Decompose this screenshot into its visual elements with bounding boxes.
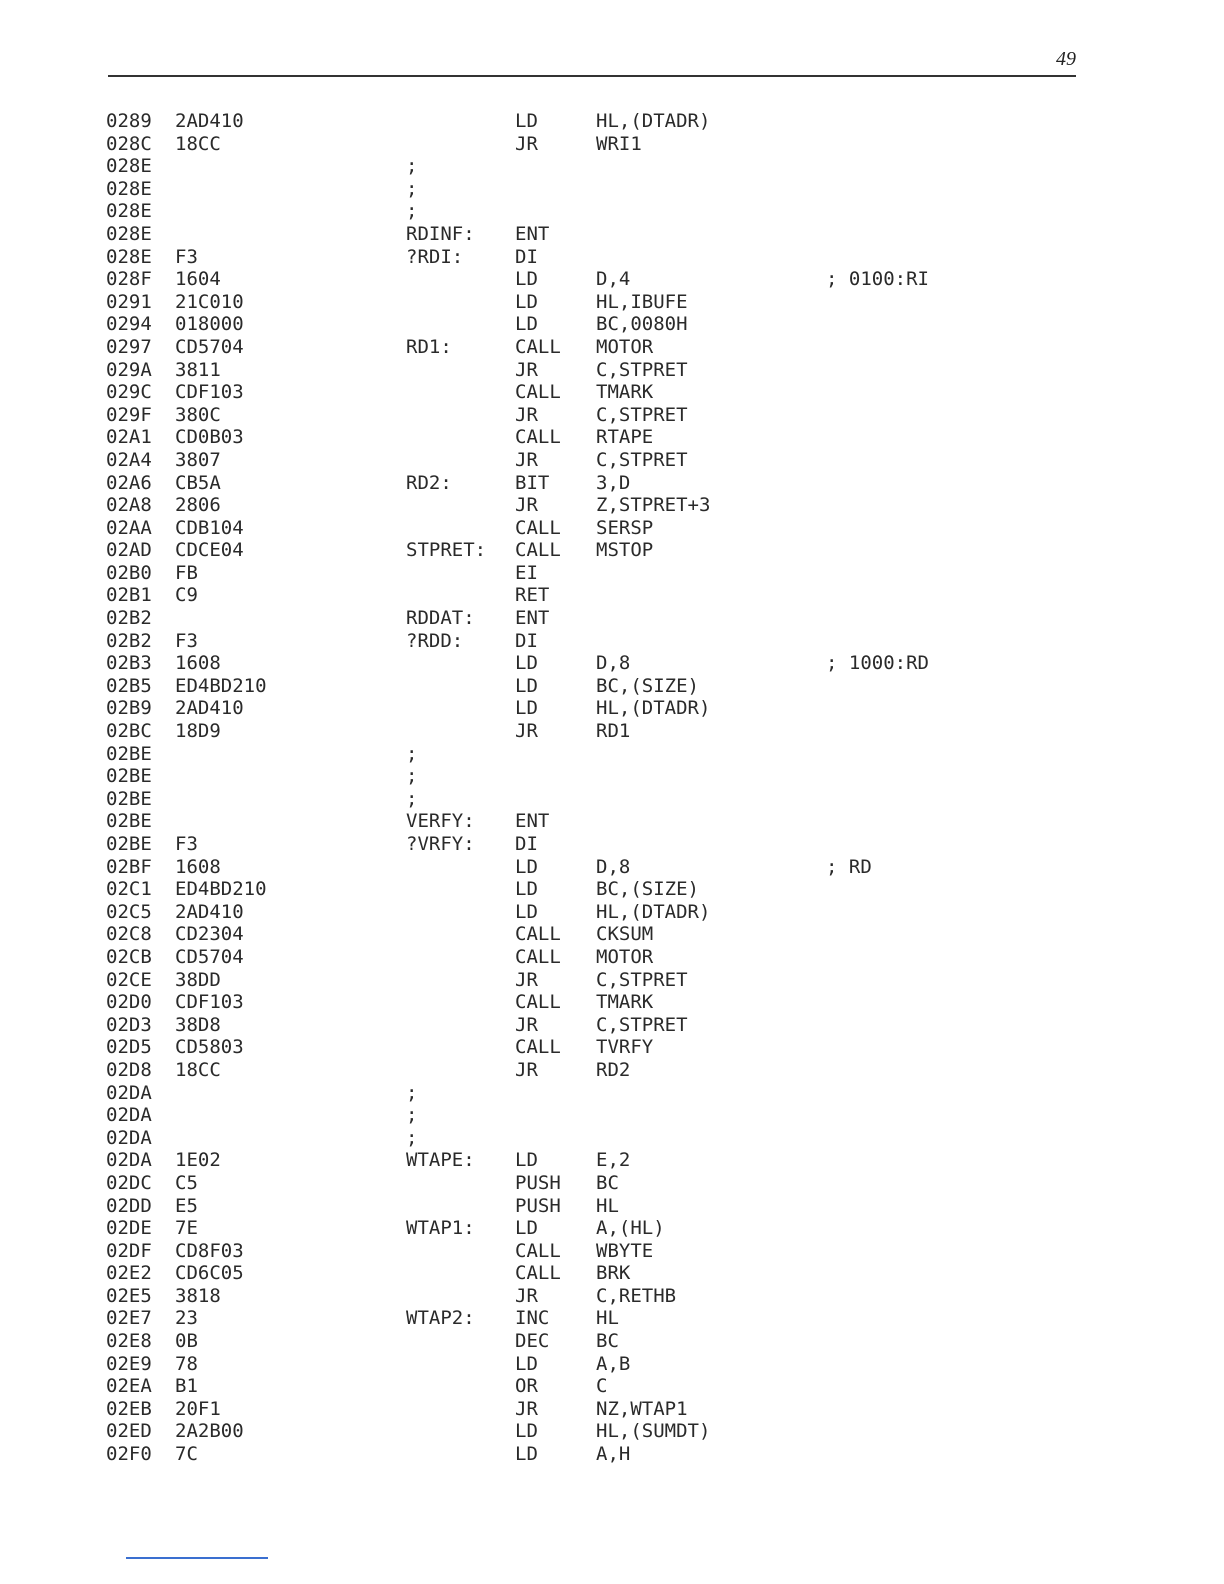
listing-line — [106, 584, 1006, 607]
listing-line — [106, 969, 1006, 992]
machine-code-cell: 23 — [175, 1307, 198, 1330]
address-cell: 02B2 — [106, 629, 152, 652]
label-cell: VERFY: — [406, 810, 475, 833]
address-cell: 028E — [106, 200, 152, 223]
listing-line — [106, 291, 1006, 314]
address-cell: 02BE — [106, 810, 152, 833]
mnemonic-cell: CALL — [515, 1036, 561, 1059]
address-cell: 02DA — [106, 1126, 152, 1149]
mnemonic-cell: PUSH — [515, 1171, 561, 1194]
listing-line — [106, 1420, 1006, 1443]
machine-code-cell: 7E — [175, 1217, 198, 1240]
address-cell: 02ED — [106, 1420, 152, 1443]
label-cell: ; — [406, 177, 418, 200]
listing-line — [106, 359, 1006, 382]
listing-line — [106, 743, 1006, 766]
operand-cell: TVRFY — [596, 1036, 654, 1059]
machine-code-cell: 38D8 — [175, 1013, 221, 1036]
listing-line — [106, 336, 1006, 359]
machine-code-cell: 3818 — [175, 1284, 221, 1307]
mnemonic-cell: LD — [515, 110, 538, 132]
address-cell: 02C5 — [106, 900, 152, 923]
mnemonic-cell: LD — [515, 1443, 538, 1466]
machine-code-cell: ED4BD210 — [175, 674, 267, 697]
operand-cell: WRI1 — [596, 132, 642, 155]
assembly-listing — [106, 110, 1006, 1466]
mnemonic-cell: JR — [515, 720, 538, 743]
operand-cell: A,(HL) — [596, 1217, 665, 1240]
mnemonic-cell: CALL — [515, 945, 561, 968]
operand-cell: D,8 — [596, 652, 631, 675]
machine-code-cell: F3 — [175, 629, 198, 652]
operand-cell: RD2 — [596, 1058, 631, 1081]
listing-line — [106, 494, 1006, 517]
listing-line — [106, 901, 1006, 924]
mnemonic-cell: LD — [515, 1352, 538, 1375]
listing-line — [106, 1127, 1006, 1150]
address-cell: 02E7 — [106, 1307, 152, 1330]
operand-cell: TMARK — [596, 991, 654, 1014]
listing-line — [106, 381, 1006, 404]
listing-line — [106, 1104, 1006, 1127]
address-cell: 02CB — [106, 945, 152, 968]
listing-line — [106, 1036, 1006, 1059]
listing-line — [106, 765, 1006, 788]
address-cell: 02BF — [106, 855, 152, 878]
address-cell: 02E8 — [106, 1330, 152, 1353]
operand-cell: BC,(SIZE) — [596, 878, 699, 901]
label-cell: ; — [406, 765, 418, 788]
mnemonic-cell: CALL — [515, 516, 561, 539]
mnemonic-cell: CALL — [515, 381, 561, 404]
operand-cell: HL,(SUMDT) — [596, 1420, 711, 1443]
mnemonic-cell: LD — [515, 313, 538, 336]
listing-line — [106, 1082, 1006, 1105]
mnemonic-cell: LD — [515, 652, 538, 675]
machine-code-cell: C9 — [175, 584, 198, 607]
listing-line — [106, 1375, 1006, 1398]
listing-line — [106, 1014, 1006, 1037]
machine-code-cell: CDB104 — [175, 516, 244, 539]
mnemonic-cell: CALL — [515, 923, 561, 946]
address-cell: 02A6 — [106, 471, 152, 494]
operand-cell: D,8 — [596, 855, 631, 878]
label-cell: WTAPE: — [406, 1149, 475, 1172]
listing-line — [106, 720, 1006, 743]
machine-code-cell: CD5704 — [175, 335, 244, 358]
mnemonic-cell: LD — [515, 290, 538, 313]
listing-line — [106, 923, 1006, 946]
address-cell: 02F0 — [106, 1443, 152, 1466]
address-cell: 028F — [106, 268, 152, 291]
address-cell: 02BE — [106, 742, 152, 765]
label-cell: ; — [406, 1126, 418, 1149]
address-cell: 02B3 — [106, 652, 152, 675]
address-cell: 0294 — [106, 313, 152, 336]
address-cell: 02D8 — [106, 1058, 152, 1081]
listing-line — [106, 155, 1006, 178]
address-cell: 02C8 — [106, 923, 152, 946]
operand-cell: C,STPRET — [596, 358, 688, 381]
listing-line — [106, 607, 1006, 630]
mnemonic-cell: DI — [515, 833, 538, 855]
address-cell: 02CE — [106, 968, 152, 991]
machine-code-cell: CDCE04 — [175, 539, 244, 562]
address-cell: 02DA — [106, 1104, 152, 1127]
label-cell: RDDAT: — [406, 607, 475, 630]
machine-code-cell: 18CC — [175, 1058, 221, 1081]
listing-line — [106, 1443, 1006, 1466]
mnemonic-cell: PUSH — [515, 1194, 561, 1217]
machine-code-cell: 20F1 — [175, 1397, 221, 1420]
machine-code-cell: CD5704 — [175, 945, 244, 968]
listing-line — [106, 856, 1006, 879]
listing-line — [106, 1149, 1006, 1172]
operand-cell: NZ,WTAP1 — [596, 1397, 688, 1420]
mnemonic-cell: CALL — [515, 426, 561, 449]
operand-cell: HL,IBUFE — [596, 290, 688, 313]
machine-code-cell: ED4BD210 — [175, 878, 267, 901]
machine-code-cell: 2806 — [175, 494, 221, 517]
label-cell: ?RDI: — [406, 245, 464, 268]
operand-cell: C,STPRET — [596, 403, 688, 426]
mnemonic-cell: RET — [515, 584, 550, 607]
listing-line — [106, 223, 1006, 246]
address-cell: 0291 — [106, 290, 152, 313]
mnemonic-cell: JR — [515, 1058, 538, 1081]
listing-line — [106, 1217, 1006, 1240]
machine-code-cell: 3811 — [175, 358, 221, 381]
mnemonic-cell: LD — [515, 855, 538, 878]
machine-code-cell: 2AD410 — [175, 110, 244, 132]
operand-cell: BC,0080H — [596, 313, 688, 336]
address-cell: 02AA — [106, 516, 152, 539]
mnemonic-cell: DI — [515, 245, 538, 268]
listing-line — [106, 246, 1006, 269]
address-cell: 02A8 — [106, 494, 152, 517]
address-cell: 02BE — [106, 833, 152, 855]
listing-line — [106, 268, 1006, 291]
listing-line — [106, 1353, 1006, 1376]
label-cell: ?VRFY: — [406, 833, 475, 855]
operand-cell: C,STPRET — [596, 968, 688, 991]
mnemonic-cell: CALL — [515, 539, 561, 562]
label-cell: WTAP1: — [406, 1217, 475, 1240]
address-cell: 02EB — [106, 1397, 152, 1420]
operand-cell: WBYTE — [596, 1239, 654, 1262]
machine-code-cell: CD8F03 — [175, 1239, 244, 1262]
mnemonic-cell: JR — [515, 403, 538, 426]
machine-code-cell: 38DD — [175, 968, 221, 991]
listing-line — [106, 178, 1006, 201]
address-cell: 02E9 — [106, 1352, 152, 1375]
mnemonic-cell: DI — [515, 629, 538, 652]
mnemonic-cell: JR — [515, 448, 538, 471]
address-cell: 02D0 — [106, 991, 152, 1014]
operand-cell: MSTOP — [596, 539, 654, 562]
address-cell: 02C1 — [106, 878, 152, 901]
mnemonic-cell: LD — [515, 1217, 538, 1240]
operand-cell: E,2 — [596, 1149, 631, 1172]
listing-line — [106, 133, 1006, 156]
machine-code-cell: CD2304 — [175, 923, 244, 946]
mnemonic-cell: CALL — [515, 335, 561, 358]
label-cell: ?RDD: — [406, 629, 464, 652]
address-cell: 028E — [106, 222, 152, 245]
mnemonic-cell: CALL — [515, 1239, 561, 1262]
listing-line — [106, 404, 1006, 427]
comment-cell: ; 0100:RI — [826, 268, 929, 291]
machine-code-cell: 2AD410 — [175, 900, 244, 923]
operand-cell: HL — [596, 1194, 619, 1217]
mnemonic-cell: LD — [515, 1420, 538, 1443]
machine-code-cell: 0B — [175, 1330, 198, 1353]
listing-line — [106, 1398, 1006, 1421]
listing-line — [106, 1059, 1006, 1082]
mnemonic-cell: ENT — [515, 810, 550, 833]
operand-cell: D,4 — [596, 268, 631, 291]
address-cell: 029C — [106, 381, 152, 404]
machine-code-cell: CDF103 — [175, 991, 244, 1014]
listing-line — [106, 991, 1006, 1014]
machine-code-cell: 2A2B00 — [175, 1420, 244, 1443]
address-cell: 0289 — [106, 110, 152, 132]
operand-cell: HL,(DTADR) — [596, 110, 711, 132]
machine-code-cell: 1604 — [175, 268, 221, 291]
address-cell: 02BE — [106, 787, 152, 810]
mnemonic-cell: LD — [515, 268, 538, 291]
mnemonic-cell: LD — [515, 1149, 538, 1172]
address-cell: 02B5 — [106, 674, 152, 697]
listing-line — [106, 1330, 1006, 1353]
address-cell: 02AD — [106, 539, 152, 562]
address-cell: 02BC — [106, 720, 152, 743]
listing-line — [106, 1285, 1006, 1308]
address-cell: 02D5 — [106, 1036, 152, 1059]
address-cell: 029F — [106, 403, 152, 426]
address-cell: 0297 — [106, 335, 152, 358]
operand-cell: SERSP — [596, 516, 654, 539]
machine-code-cell: 2AD410 — [175, 697, 244, 720]
operand-cell: BC — [596, 1171, 619, 1194]
operand-cell: 3,D — [596, 471, 631, 494]
mnemonic-cell: ENT — [515, 222, 550, 245]
listing-line — [106, 313, 1006, 336]
machine-code-cell: 3807 — [175, 448, 221, 471]
operand-cell: C — [596, 1375, 608, 1398]
machine-code-cell: 1E02 — [175, 1149, 221, 1172]
machine-code-cell: 18CC — [175, 132, 221, 155]
address-cell: 02DE — [106, 1217, 152, 1240]
mnemonic-cell: JR — [515, 1284, 538, 1307]
operand-cell: RD1 — [596, 720, 631, 743]
label-cell: ; — [406, 787, 418, 810]
mnemonic-cell: JR — [515, 132, 538, 155]
machine-code-cell: CD0B03 — [175, 426, 244, 449]
address-cell: 02BE — [106, 765, 152, 788]
listing-line — [106, 878, 1006, 901]
machine-code-cell: FB — [175, 561, 198, 584]
mnemonic-cell: DEC — [515, 1330, 550, 1353]
operand-cell: MOTOR — [596, 335, 654, 358]
listing-line — [106, 539, 1006, 562]
listing-line — [106, 1262, 1006, 1285]
operand-cell: CKSUM — [596, 923, 654, 946]
machine-code-cell: E5 — [175, 1194, 198, 1217]
address-cell: 02EA — [106, 1375, 152, 1398]
address-cell: 028E — [106, 155, 152, 178]
machine-code-cell: 7C — [175, 1443, 198, 1466]
address-cell: 028E — [106, 245, 152, 268]
listing-line — [106, 810, 1006, 833]
address-cell: 02DA — [106, 1149, 152, 1172]
address-cell: 02DF — [106, 1239, 152, 1262]
machine-code-cell: C5 — [175, 1171, 198, 1194]
mnemonic-cell: JR — [515, 1397, 538, 1420]
machine-code-cell: 1608 — [175, 855, 221, 878]
listing-line — [106, 562, 1006, 585]
label-cell: RD1: — [406, 335, 452, 358]
page-number: 49 — [1056, 48, 1076, 70]
operand-cell: RTAPE — [596, 426, 654, 449]
machine-code-cell: CD5803 — [175, 1036, 244, 1059]
listing-line — [106, 472, 1006, 495]
address-cell: 02A4 — [106, 448, 152, 471]
listing-line — [106, 946, 1006, 969]
mnemonic-cell: EI — [515, 561, 538, 584]
machine-code-cell: CDF103 — [175, 381, 244, 404]
label-cell: ; — [406, 155, 418, 178]
footer-rule — [126, 1557, 268, 1559]
listing-line — [106, 110, 1006, 133]
address-cell: 02B1 — [106, 584, 152, 607]
mnemonic-cell: JR — [515, 968, 538, 991]
label-cell: WTAP2: — [406, 1307, 475, 1330]
mnemonic-cell: BIT — [515, 471, 550, 494]
machine-code-cell: 380C — [175, 403, 221, 426]
operand-cell: BC — [596, 1330, 619, 1353]
mnemonic-cell: OR — [515, 1375, 538, 1398]
mnemonic-cell: CALL — [515, 1262, 561, 1285]
mnemonic-cell: LD — [515, 878, 538, 901]
operand-cell: C,RETHB — [596, 1284, 677, 1307]
machine-code-cell: F3 — [175, 245, 198, 268]
address-cell: 028C — [106, 132, 152, 155]
address-cell: 02DA — [106, 1081, 152, 1104]
comment-cell: ; 1000:RD — [826, 652, 929, 675]
address-cell: 029A — [106, 358, 152, 381]
machine-code-cell: 78 — [175, 1352, 198, 1375]
listing-line — [106, 1172, 1006, 1195]
listing-line — [106, 1307, 1006, 1330]
machine-code-cell: 21C010 — [175, 290, 244, 313]
machine-code-cell: F3 — [175, 833, 198, 855]
label-cell: RDINF: — [406, 222, 475, 245]
mnemonic-cell: ENT — [515, 607, 550, 630]
mnemonic-cell: JR — [515, 494, 538, 517]
mnemonic-cell: CALL — [515, 991, 561, 1014]
listing-line — [106, 833, 1006, 856]
operand-cell: TMARK — [596, 381, 654, 404]
address-cell: 02E2 — [106, 1262, 152, 1285]
label-cell: RD2: — [406, 471, 452, 494]
address-cell: 028E — [106, 177, 152, 200]
operand-cell: HL — [596, 1307, 619, 1330]
address-cell: 02B9 — [106, 697, 152, 720]
operand-cell: C,STPRET — [596, 448, 688, 471]
operand-cell: BRK — [596, 1262, 631, 1285]
mnemonic-cell: JR — [515, 1013, 538, 1036]
operand-cell: HL,(DTADR) — [596, 900, 711, 923]
operand-cell: BC,(SIZE) — [596, 674, 699, 697]
listing-line — [106, 788, 1006, 811]
label-cell: STPRET: — [406, 539, 487, 562]
label-cell: ; — [406, 742, 418, 765]
mnemonic-cell: INC — [515, 1307, 550, 1330]
operand-cell: Z,STPRET+3 — [596, 494, 711, 517]
machine-code-cell: CB5A — [175, 471, 221, 494]
machine-code-cell: CD6C05 — [175, 1262, 244, 1285]
machine-code-cell: 1608 — [175, 652, 221, 675]
listing-line — [106, 517, 1006, 540]
address-cell: 02B2 — [106, 607, 152, 630]
address-cell: 02A1 — [106, 426, 152, 449]
mnemonic-cell: LD — [515, 697, 538, 720]
address-cell: 02D3 — [106, 1013, 152, 1036]
listing-line — [106, 449, 1006, 472]
header-rule — [108, 75, 1076, 77]
address-cell: 02E5 — [106, 1284, 152, 1307]
operand-cell: HL,(DTADR) — [596, 697, 711, 720]
operand-cell: A,B — [596, 1352, 631, 1375]
listing-line — [106, 652, 1006, 675]
machine-code-cell: 018000 — [175, 313, 244, 336]
listing-line — [106, 200, 1006, 223]
address-cell: 02DD — [106, 1194, 152, 1217]
mnemonic-cell: LD — [515, 674, 538, 697]
machine-code-cell: 18D9 — [175, 720, 221, 743]
comment-cell: ; RD — [826, 855, 872, 878]
listing-line — [106, 675, 1006, 698]
operand-cell: A,H — [596, 1443, 631, 1466]
listing-line — [106, 630, 1006, 653]
machine-code-cell: B1 — [175, 1375, 198, 1398]
mnemonic-cell: JR — [515, 358, 538, 381]
listing-line — [106, 1195, 1006, 1218]
listing-line — [106, 1240, 1006, 1263]
listing-line — [106, 426, 1006, 449]
address-cell: 02B0 — [106, 561, 152, 584]
label-cell: ; — [406, 1081, 418, 1104]
listing-line — [106, 697, 1006, 720]
operand-cell: C,STPRET — [596, 1013, 688, 1036]
address-cell: 02DC — [106, 1171, 152, 1194]
label-cell: ; — [406, 1104, 418, 1127]
label-cell: ; — [406, 200, 418, 223]
operand-cell: MOTOR — [596, 945, 654, 968]
mnemonic-cell: LD — [515, 900, 538, 923]
